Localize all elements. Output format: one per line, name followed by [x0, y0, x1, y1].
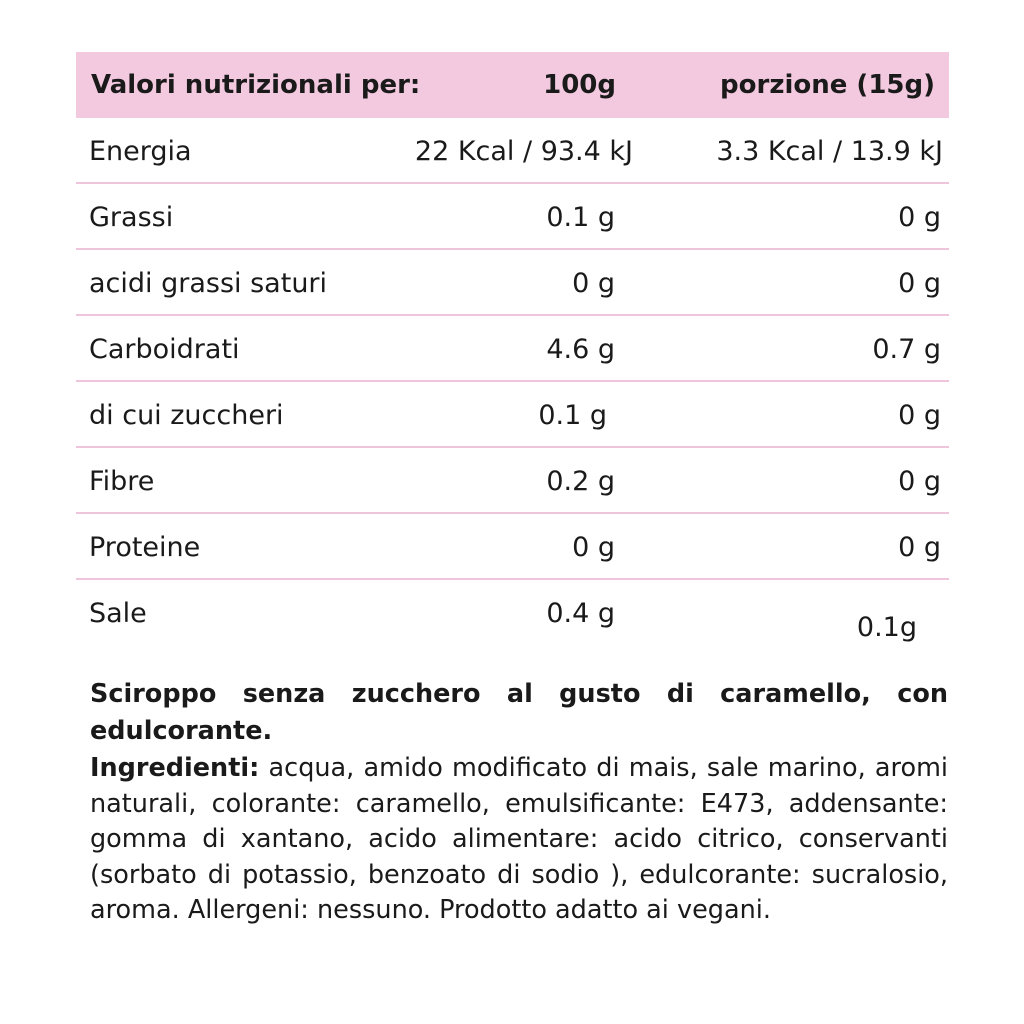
- table-row: [76, 514, 949, 580]
- table-row: [76, 316, 949, 382]
- product-title: Sciroppo senza zucchero al gusto di caramello, con edulcorante.: [90, 679, 948, 746]
- row-per100: 4.6 g: [546, 334, 615, 365]
- row-portion: 0.7 g: [872, 334, 941, 365]
- row-per100: 0.2 g: [546, 466, 615, 497]
- header-label: Valori nutrizionali per:: [91, 70, 421, 100]
- table-row: [76, 448, 949, 514]
- row-label: Proteine: [89, 532, 201, 563]
- row-label: acidi grassi saturi: [89, 268, 328, 299]
- row-per100: 0.1 g: [538, 400, 607, 431]
- row-per100: 0 g: [572, 268, 615, 299]
- row-portion: 0 g: [898, 532, 941, 563]
- header-per100: 100g: [543, 70, 616, 100]
- row-label: Energia: [89, 136, 192, 167]
- row-per100: 0.4 g: [546, 598, 615, 629]
- ingredients-paragraph: [90, 751, 948, 929]
- row-portion: 0 g: [898, 400, 941, 431]
- row-portion: 0.1g: [856, 612, 917, 643]
- ingredients-text: acqua, amido modificato di mais, sale marino, aromi naturali, colorante: caramello, emulsificante: E473, addensante: gomma di xantano, acido alimentare: acido citrico, conservanti (sorbato di potassio, benzoato di sodio ), edulcorante: sucralosio, aroma. Allergeni: nessuno. Prodotto adatto ai vegani.: [90, 753, 948, 925]
- row-portion: 0 g: [898, 268, 941, 299]
- row-label: di cui zuccheri: [89, 400, 284, 431]
- row-portion: 0 g: [898, 466, 941, 497]
- header-portion: porzione (15g): [720, 70, 935, 100]
- row-per100: 22 Kcal / 93.4 kJ: [414, 136, 633, 167]
- product-description: [90, 676, 948, 929]
- table-row: [76, 382, 949, 448]
- row-label: Carboidrati: [89, 334, 240, 365]
- row-label: Fibre: [89, 466, 155, 497]
- table-row: [76, 184, 949, 250]
- table-row: [76, 118, 949, 184]
- row-portion: 0 g: [898, 202, 941, 233]
- nutrition-header-row: [76, 52, 949, 118]
- ingredients-label: Ingredienti:: [90, 753, 260, 783]
- row-portion: 3.3 Kcal / 13.9 kJ: [716, 136, 943, 167]
- table-row: [76, 250, 949, 316]
- nutrition-table: [76, 52, 949, 652]
- table-row: [76, 580, 949, 652]
- row-label: Sale: [89, 598, 147, 629]
- row-per100: 0.1 g: [546, 202, 615, 233]
- row-per100: 0 g: [572, 532, 615, 563]
- row-label: Grassi: [89, 202, 174, 233]
